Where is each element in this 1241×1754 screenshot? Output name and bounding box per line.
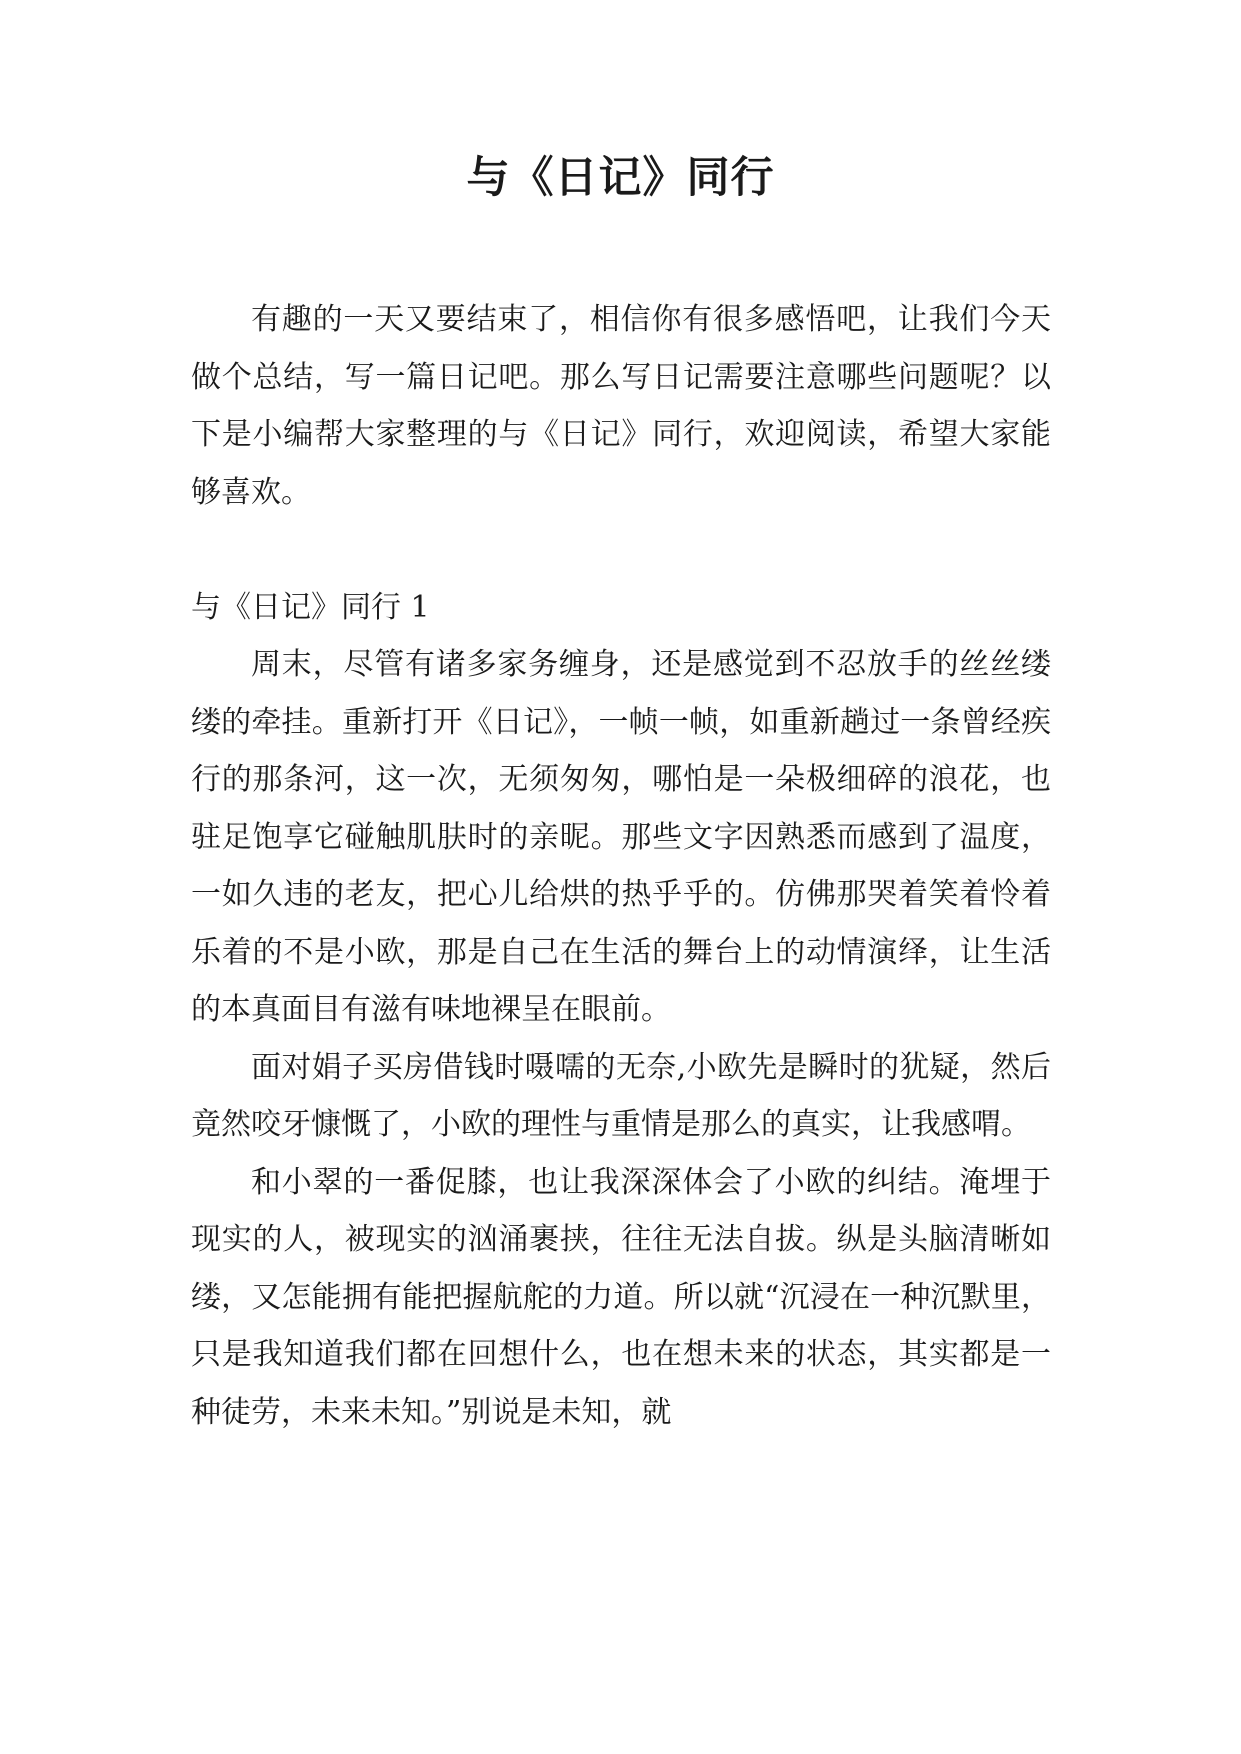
body-paragraph-2: 面对娟子买房借钱时嗫嚅的无奈,小欧先是瞬时的犹疑，然后竟然咬牙慷慨了，小欧的理性与重情是那么的真实，让我感喟。 [191,1049,1051,1142]
body-paragraph-1: 周末，尽管有诸多家务缠身，还是感觉到不忍放手的丝丝缕缕的牵挂。重新打开《日记》，一帧一帧，如重新趟过一条曾经疾行的那条河，这一次，无须匆匆，哪怕是一朵极细碎的浪花，也驻足饱享它碰触肌肤时的亲昵。那些文字因熟悉而感到了温度，一如久违的老友，把心儿给烘的热乎乎的。仿佛那哭着笑着怜着乐着的不是小欧，那是自己在生活的舞台上的动情演绎，让生活的本真面目有滋有味地裸呈在眼前。 [191,647,1051,1027]
body-paragraph-3: 和小翠的一番促膝，也让我深深体会了小欧的纠结。淹埋于现实的人，被现实的汹涌裹挟，往往无法自拔。纵是头脑清晰如缕，又怎能拥有能把握航舵的力道。所以就“沉浸在一种沉默里，只是我知道我们都在回想什么，也在想未来的状态，其实都是一种徒劳，未来未知。”别说是未知，就 [191,1164,1051,1430]
intro-paragraph: 有趣的一天又要结束了，相信你有很多感悟吧，让我们今天做个总结，写一篇日记吧。那么写日记需要注意哪些问题呢？以下是小编帮大家整理的与《日记》同行，欢迎阅读，希望大家能够喜欢。 [191,302,1051,510]
section-heading: 与《日记》同行 1 [191,589,430,625]
document-title: 与《日记》同行 [466,153,775,203]
document-body [191,291,1051,1441]
